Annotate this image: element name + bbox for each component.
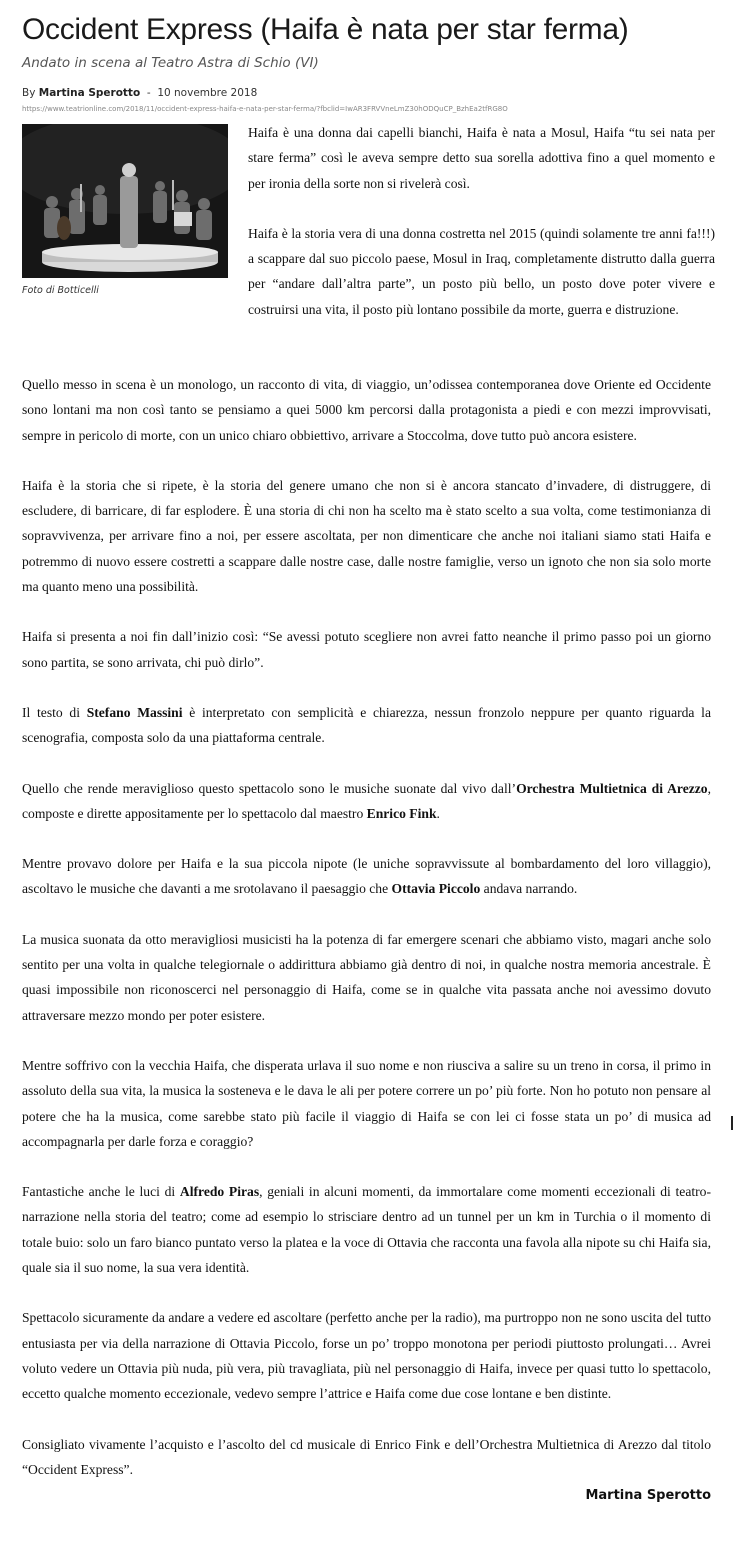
- photo-caption: Foto di Botticelli: [22, 285, 99, 296]
- paragraph: [22, 851, 711, 902]
- paragraph: [22, 700, 711, 751]
- person-name: Ottavia Piccolo: [391, 881, 481, 897]
- paragraph: Haifa si presenta a noi fin dall’inizio così: “Se avessi potuto scegliere non avrei fatto neanche il primo passo poi un giorno sono partita, se sono arrivata, chi può dirlo”.: [22, 629, 711, 670]
- article-title: Occident Express (Haifa è nata per star ferma): [22, 13, 629, 46]
- author-link[interactable]: Martina Sperotto: [38, 87, 141, 99]
- byline-prefix: By: [22, 87, 36, 99]
- intro-text: [248, 120, 715, 322]
- signature: Martina Sperotto: [585, 1488, 711, 1504]
- stage-photo-image: [22, 124, 228, 278]
- paragraph: [22, 1179, 711, 1280]
- paragraph: Mentre soffrivo con la vecchia Haifa, che disperata urlava il suo nome e non riusciva a salire su un treno in corsa, il primo in assoluto della sua vita, la musica la sosteneva e le dava le ali per potere correre un po’ più forte. Non ho potuto non pensare al potere che ha la musica, come sarebbe stato più facile il viaggio di Haifa se con lei ci fosse stata un po’ di musica ad accompagnarla per darle forza e coraggio?: [22, 1057, 711, 1149]
- person-name: Stefano Massini: [86, 704, 183, 720]
- text-run: è interpretato con semplicità e chiarezza, nessun fronzolo neppure per quanto riguarda la scenografia, composta solo da una piattaforma centrale.: [22, 704, 711, 746]
- paragraph: Haifa è la storia vera di una donna costretta nel 2015 (quindi solamente tre anni fa!!!) a scappare dal suo piccolo paese, Mosul in Iraq, completamente distrutto dalla guerra per “andare dall’altra parte”, un posto più bello, un posto dove poter vivere e costruirsi una vita, il posto più lontano possibile da morte, guerra e distruzione.: [248, 225, 715, 317]
- text-run: Il testo di: [22, 704, 87, 720]
- source-url[interactable]: https://www.teatrionline.com/2018/11/occident-express-haifa-e-nata-per-star-ferma/?fbclid=IwAR3FRVVneLmZ30hODQuCP_BzhEa2tfRG8O: [22, 105, 508, 113]
- text-run: , geniali in alcuni momenti, da immortalare come momenti eccezionali di teatro-narrazione nella storia del teatro; come ad esempio lo strisciare dentro ad un tunnel per un km in Turchia o il momento di totale buio: solo un faro bianco puntato verso la platea e la voce di Ottavia che racconta una favola alla nipote su chi Haifa sia, quale sia il suo nome, la sua vera identità.: [22, 1184, 711, 1276]
- article-subtitle: Andato in scena al Teatro Astra di Schio (VI): [22, 55, 319, 71]
- text-run: Mentre provavo dolore per Haifa e la sua piccola nipote (le uniche sopravvissute al bombardamento del loro villaggio), ascoltavo le musiche che davanti a me srotolavano il paesaggio che: [22, 856, 711, 897]
- text-run: , composte e dirette appositamente per lo spettacolo dal maestro: [22, 780, 711, 821]
- byline: [22, 86, 711, 100]
- stage-photo: [22, 124, 228, 278]
- orchestra-name: Orchestra Multietnica di Arezzo: [516, 780, 708, 796]
- paragraph: Haifa è la storia che si ripete, è la storia del genere umano che non si è ancora stancato d’invadere, di distruggere, di escludere, di barricare, di far esplodere. È una storia di chi non ha scelto ma è stato scelto a sua volta, come testimonianza di sopravvivenza, per arrivare fino a noi, per essere ascoltata, per non dimenticare che anche noi italiani siamo stati Haifa e potremmo di nuovo essere costretti a scappare dalle nostre case, dalle nostre famiglie, verso un ignoto che non sia solo morte ma quanto meno una possibilità.: [22, 477, 711, 595]
- photo-figure: [22, 124, 228, 296]
- paragraph: Quello messo in scena è un monologo, un racconto di vita, di viaggio, un’odissea contemporanea dove Oriente ed Occidente sono lontani ma non così tanto se pensiamo a quei 5000 km percorsi dalla protagonista a piedi e con mezzi improvvisati, sempre in pericolo di morte, con un unico chiaro obbiettivo, arrivare a Stoccolma, dove tutto può ancora esistere.: [22, 377, 711, 443]
- paragraph: La musica suonata da otto meravigliosi musicisti ha la potenza di far emergere scenari che abbiamo visto, magari anche solo sentito per una volta in qualche telegiornale o addirittura abbiamo già dentro di noi, in qualche nostra memoria ancestrale. È quasi impossibile non riconoscerci nel personaggio di Haifa, come se in qualche vita passata anche noi avessimo dovuto attraversare mezzo mondo per poter esistere.: [22, 931, 711, 1023]
- article-body: [22, 372, 711, 1482]
- paragraph: Spettacolo sicuramente da andare a vedere ed ascoltare (perfetto anche per la radio), ma purtroppo non ne sono uscita del tutto entusiasta per via della narrazione di Ottavia Piccolo, forse un po’ troppo monotona per periodi piuttosto prolungati… Avrei voluto vedere un Ottavia più nuda, più vera, più travagliata, più nel personaggio di Haifa, invece per quasi tutto lo spettacolo, eccetto qualche momento eccezionale, vedevo sempre l’attrice e Haifa come due cose lontane e ben distinte.: [22, 1310, 711, 1402]
- person-name: Enrico Fink: [366, 805, 437, 821]
- text-run: Quello che rende meraviglioso questo spettacolo sono le musiche suonate dal vivo dall’: [22, 780, 517, 796]
- text-run: .: [436, 805, 440, 821]
- text-run: andava narrando.: [480, 881, 578, 897]
- paragraph: [22, 776, 711, 827]
- paragraph: Haifa è una donna dai capelli bianchi, Haifa è nata a Mosul, Haifa “tu sei nata per stare ferma” così le aveva sempre detto sua sorella adottiva fino a quel momento e per ironia della sorte non si rivelerà così.: [248, 125, 715, 191]
- intro-section: [22, 120, 715, 342]
- paragraph: Consigliato vivamente l’acquisto e l’ascolto del cd musicale di Enrico Fink e dell’Orchestra Multietnica di Arezzo dal titolo “Occident Express”.: [22, 1436, 711, 1477]
- text-run: Fantastiche anche le luci di: [22, 1184, 180, 1200]
- person-name: Alfredo Piras: [179, 1184, 260, 1200]
- publish-date: 10 novembre 2018: [157, 87, 258, 99]
- byline-separator: -: [146, 87, 151, 99]
